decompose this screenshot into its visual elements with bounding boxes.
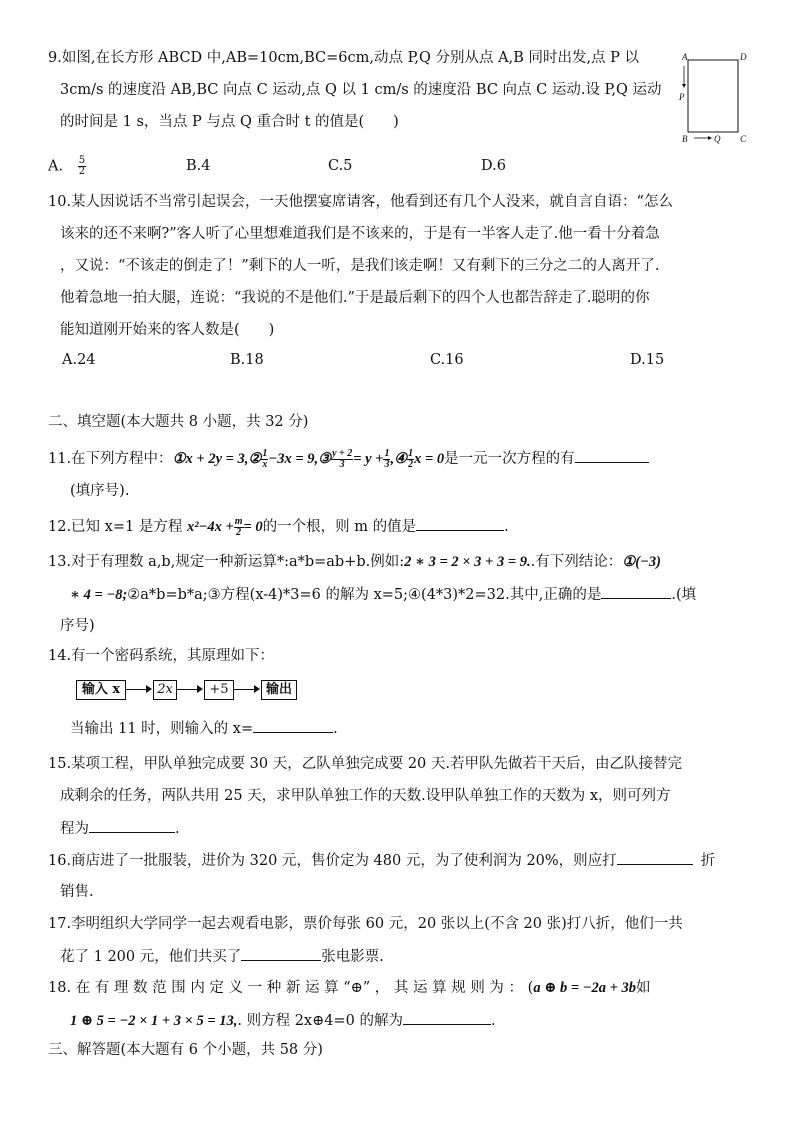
q9-line-2: 3cm/s 的速度沿 AB,BC 向点 C 运动,点 Q 以 1 cm/s 的速度沿 BC 向点 C 运动.设 P,Q 运动 bbox=[60, 82, 662, 98]
flow-arrowhead-2 bbox=[197, 685, 203, 693]
q17-answer-blank[interactable] bbox=[241, 946, 321, 961]
q17-line-2-text: 花了 1 200 元，他们共买了 bbox=[60, 949, 242, 965]
q12-answer-blank[interactable] bbox=[416, 516, 504, 531]
q12-end: . bbox=[504, 519, 509, 535]
q14-answer-blank[interactable] bbox=[253, 718, 333, 733]
q12-eq-a: x²−4x + bbox=[186, 519, 234, 535]
q16-line-2: 销售. bbox=[60, 884, 94, 900]
flow-box-double: 2x bbox=[153, 680, 177, 700]
q18-line-1-text: 18. 在 有 理 数 范 围 内 定 义 一 种 新 运 算 “⊕” ， 其 运 算 规 则 为 ： ( bbox=[48, 980, 534, 996]
q9-line-1: 9.如图,在长方形 ABCD 中,AB=10cm,BC=6cm,动点 P,Q 分别从点 A,B 同时出发,点 P 以 bbox=[48, 50, 640, 66]
q11-eq4-pre: ,④ bbox=[390, 451, 408, 467]
q11-prefix: 11.在下列方程中： bbox=[48, 451, 173, 467]
q10-option-b: B.18 bbox=[230, 352, 264, 368]
q16-line-1-text: 16.商店进了一批服装，进价为 320 元，售价定为 480 元，为了使利润为 20%，则应打 bbox=[48, 853, 617, 869]
q13-example: 2 ∗ 3 = 2 × 3 + 3 = 9. bbox=[404, 554, 531, 570]
q17-line-2-end: 张电影票. bbox=[321, 949, 384, 965]
q18-rule: a ⊕ b = −2a + 3b bbox=[533, 980, 637, 996]
section-2-heading: 二、填空题(本大题共 8 小题，共 32 分) bbox=[48, 414, 309, 430]
q10-line-2: 该来的还不来啊?”客人听了心里想难道我们是不该来的，于是有一半客人走了.他一看十分着急 bbox=[60, 226, 660, 242]
q18-line-2-text: . 则方程 2x⊕4=0 的解为 bbox=[237, 1013, 403, 1029]
fig-label-p: P bbox=[679, 92, 685, 102]
flow-box-output: 输出 bbox=[261, 680, 297, 700]
q11-line-2: (填序号). bbox=[70, 483, 130, 499]
q13-mid: .有下列结论： bbox=[530, 554, 623, 570]
q9-option-d: D.6 bbox=[481, 158, 506, 174]
q14-line-2 bbox=[70, 718, 338, 739]
q13-answer-blank[interactable] bbox=[601, 584, 671, 599]
q18-line-2-end: . bbox=[490, 1013, 496, 1029]
q13-prefix: 13.对于有理数 a,b,规定一种新运算*:a*b=ab+b.例如: bbox=[48, 554, 405, 570]
q14-line-2-text: 当输出 11 时，则输入的 x= bbox=[70, 721, 254, 737]
q16-answer-blank[interactable] bbox=[617, 850, 693, 865]
flow-arrowhead-1 bbox=[146, 685, 152, 693]
q13-line-3: 序号) bbox=[60, 618, 95, 634]
q10-line-1: 10.某人因说话不当常引起误会，一天他摆宴席请客，他看到还有几个人没来，就自言自语：“怎么 bbox=[48, 194, 673, 210]
q10-line-5: 能知道刚开始来的客人数是( ) bbox=[60, 322, 275, 338]
flow-box-input: 输入 x bbox=[76, 680, 126, 700]
flow-box-add: +5 bbox=[204, 680, 234, 700]
q15-line-2: 成剩余的任务，两队共用 25 天，求甲队单独工作的天数.设甲队单独工作的天数为 x，则可列方 bbox=[60, 788, 671, 804]
q18-line-1 bbox=[48, 978, 651, 998]
q13-line-2-end: .(填 bbox=[671, 587, 697, 603]
q12-suffix: 的一个根，则 m 的值是 bbox=[262, 519, 417, 535]
q18-line-2 bbox=[70, 1010, 496, 1031]
flow-arrowhead-3 bbox=[254, 685, 260, 693]
q11-eq3-frac: $\frac{y + 2}{3}$ bbox=[332, 447, 353, 470]
q13-conclusions: ②a*b=b*a;③方程(x-4)*3=6 的解为 x=5;④(4*3)*2=32.其中,正确的是 bbox=[127, 587, 602, 603]
q14-line-1: 14.有一个密码系统，其原理如下： bbox=[48, 648, 275, 664]
q13-conclusion-1-end: ∗ 4 = −8; bbox=[70, 587, 128, 603]
q11-eq2-pre: ② bbox=[248, 451, 262, 467]
q10-line-4: 他着急地一拍大腿，连说：“我说的不是他们.”于是最后剩下的四个人也都告辞走了.聪明的你 bbox=[60, 290, 650, 306]
q15-line-3-end: . bbox=[175, 821, 180, 837]
q14-line-2-end: . bbox=[333, 721, 338, 737]
q12-eq-frac: $\frac{m}{2}$ bbox=[234, 515, 243, 538]
q15-line-1: 15.某项工程，甲队单独完成要 30 天，乙队单独完成要 20 天.若甲队先做若干天后，由乙队接替完 bbox=[48, 756, 683, 772]
q9-figure bbox=[676, 48, 756, 152]
fig-label-q: Q bbox=[714, 134, 721, 144]
q13-line-2 bbox=[70, 584, 696, 605]
q9-option-a bbox=[48, 156, 86, 177]
q11-eq2-frac: $\frac{1}{x}$ bbox=[262, 447, 268, 470]
q13-line-1 bbox=[48, 552, 661, 572]
q18-line-1-end: 如 bbox=[636, 980, 651, 996]
q11-eq4-frac: $\frac{1}{2}$ bbox=[408, 447, 414, 470]
q14-flowchart bbox=[76, 680, 306, 700]
q11-eq4-post: x = 0 bbox=[414, 451, 445, 467]
q9-option-b: B.4 bbox=[186, 158, 211, 174]
q15-line-3-text: 程为 bbox=[60, 821, 89, 837]
q10-option-c: C.16 bbox=[430, 352, 464, 368]
q12-prefix: 12.已知 x=1 是方程 bbox=[48, 519, 183, 535]
q18-answer-blank[interactable] bbox=[403, 1010, 491, 1025]
q18-example: 1 ⊕ 5 = −2 × 1 + 3 × 5 = 13, bbox=[70, 1013, 238, 1029]
fig-label-d: D bbox=[740, 52, 747, 62]
q17-line-1: 17.李明组织大学同学一起去观看电影，票价每张 60 元，20 张以上(不含 20 张)打八折，他们一共 bbox=[48, 916, 683, 932]
q11-eq2-post: −3x = 9, bbox=[268, 451, 319, 467]
q12-eq-b: = 0 bbox=[243, 519, 263, 535]
q9-option-a-fraction bbox=[78, 156, 86, 177]
q9-option-c: C.5 bbox=[328, 158, 353, 174]
q12-line bbox=[48, 516, 509, 538]
flow-arrow-3 bbox=[234, 689, 256, 690]
q17-line-2 bbox=[60, 946, 384, 967]
q10-option-a: A.24 bbox=[62, 352, 96, 368]
q16-line-1-end: 折 bbox=[700, 853, 716, 869]
q9-line-3: 的时间是 1 s，当点 P 与点 Q 重合时 t 的值是( ) bbox=[60, 114, 399, 130]
q15-line-3 bbox=[60, 818, 180, 839]
q16-line-1 bbox=[48, 850, 715, 871]
q9-option-a-num: 5 bbox=[78, 155, 86, 166]
q9-option-a-label: A. bbox=[48, 158, 64, 175]
q10-option-d: D.15 bbox=[630, 352, 665, 368]
section-3-heading: 三、解答题(本大题有 6 个小题，共 58 分) bbox=[48, 1042, 323, 1058]
fig-label-a: A bbox=[682, 52, 688, 62]
q11-answer-blank[interactable] bbox=[575, 448, 649, 463]
fig-label-c: C bbox=[740, 134, 747, 144]
q11-line-1 bbox=[48, 448, 649, 470]
q9-option-a-den: 2 bbox=[78, 166, 86, 177]
q10-line-3: ，又说：“不该走的倒走了！”剩下的人一听，是我们该走啊！又有剩下的三分之二的人离开了. bbox=[60, 258, 660, 274]
q11-eq3-pre: ③ bbox=[318, 451, 332, 467]
flow-arrow-2 bbox=[177, 689, 199, 690]
fig-label-b: B bbox=[682, 134, 688, 144]
q11-eq1: ①x + 2y = 3, bbox=[172, 451, 249, 467]
q11-eq3-frac2: $\frac{1}{3}$ bbox=[384, 447, 390, 470]
flow-arrow-1 bbox=[126, 689, 148, 690]
q11-suffix: 是一元一次方程的有 bbox=[444, 451, 575, 467]
q13-conclusion-1-start: ①(−3) bbox=[622, 554, 661, 570]
q15-answer-blank[interactable] bbox=[89, 818, 175, 833]
q11-eq3-mid: = y + bbox=[353, 451, 384, 467]
